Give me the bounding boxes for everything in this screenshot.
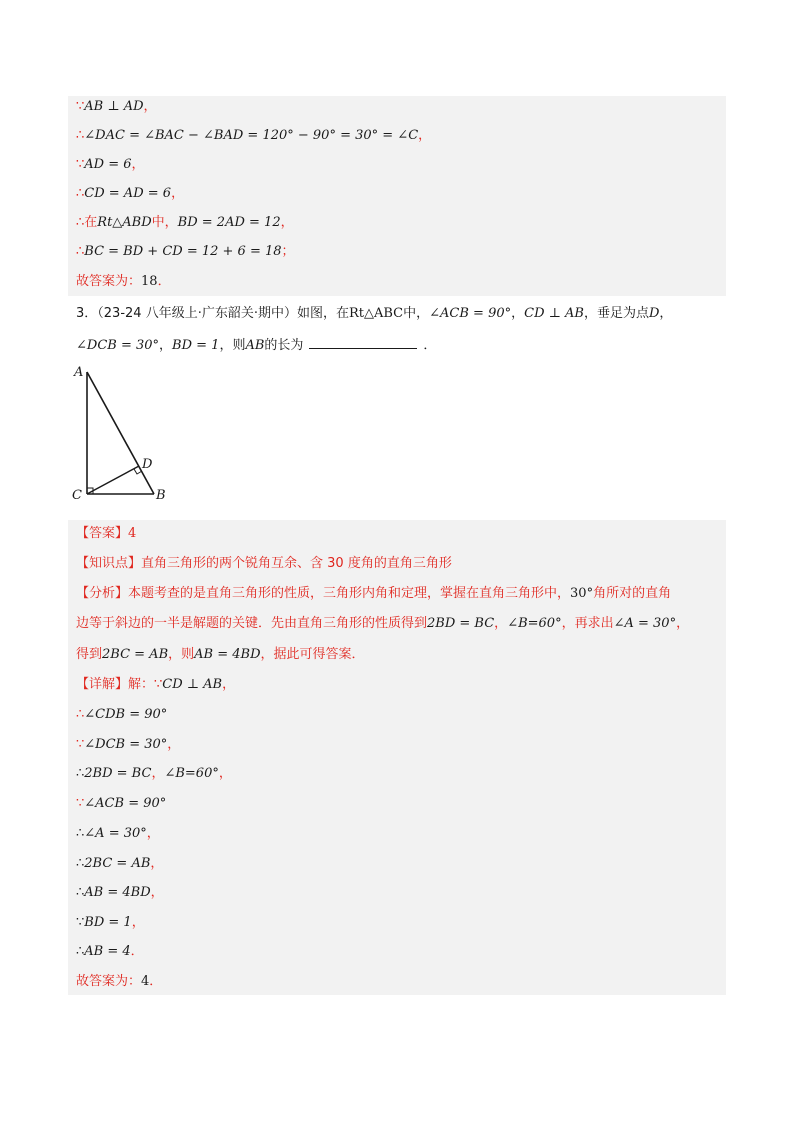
step-6: ∴2BC = AB， (76, 856, 164, 871)
knowledge-line: 【知识点】直角三角形的两个锐角互余、含 30 度角的直角三角形 (76, 556, 452, 571)
prev-step-1: ∵AB ⊥ AD， (76, 99, 157, 114)
label-b: B (156, 488, 166, 502)
step-3: ∴2BD = BC，∠B=60°， (76, 766, 232, 781)
prev-step-2: ∴∠DAC = ∠BAC − ∠BAD = 120° − 90° = 30° = ∠C， (76, 128, 432, 143)
analysis-line-3: 得到2BC = AB，则AB = 4BD，据此可得答案． (76, 647, 365, 662)
step-4: ∵∠ACB = 90° (76, 796, 167, 811)
answer-line: 【答案】4 (76, 526, 137, 541)
step-9: ∴AB = 4． (76, 944, 144, 959)
answer-blank[interactable] (309, 336, 417, 349)
question-line-2: ∠DCB = 30°，BD = 1，则AB的长为 ． (76, 338, 437, 353)
segment-cd (87, 466, 139, 494)
step-5: ∴∠A = 30°， (76, 826, 160, 841)
analysis-line-2: 边等于斜边的一半是解题的关键．先由直角三角形的性质得到2BD = BC，∠B=60°，再求出∠A = 30°， (76, 616, 690, 631)
prev-step-4: ∴CD = AD = 6， (76, 186, 185, 201)
final-answer: 故答案为：4． (76, 974, 163, 989)
analysis-line-1: 【分析】本题考查的是直角三角形的性质，三角形内角和定理，掌握在直角三角形中，30°角所对的直角 (76, 586, 672, 601)
label-d: D (142, 457, 153, 472)
label-a: A (74, 365, 84, 380)
step-8: ∵BD = 1， (76, 915, 145, 930)
question-line-1: 3．（23-24 八年级上·广东韶关·期中）如图，在Rt△ABC中，∠ACB = 90°，CD ⊥ AB，垂足为点D， (76, 306, 673, 321)
triangle-figure (66, 362, 186, 502)
prev-answer: 故答案为：18． (76, 274, 171, 289)
detail-line: 【详解】解：∵CD ⊥ AB， (76, 677, 236, 692)
prev-step-5: ∴在Rt△ABD中，BD = 2AD = 12， (76, 215, 294, 230)
prev-step-3: ∵AD = 6， (76, 157, 145, 172)
step-7: ∴AB = 4BD， (76, 885, 164, 900)
step-2: ∵∠DCB = 30°， (76, 737, 181, 752)
label-c: C (72, 488, 82, 502)
prev-step-6: ∴BC = BD + CD = 12 + 6 = 18； (76, 244, 295, 259)
step-1: ∴∠CDB = 90° (76, 707, 168, 722)
